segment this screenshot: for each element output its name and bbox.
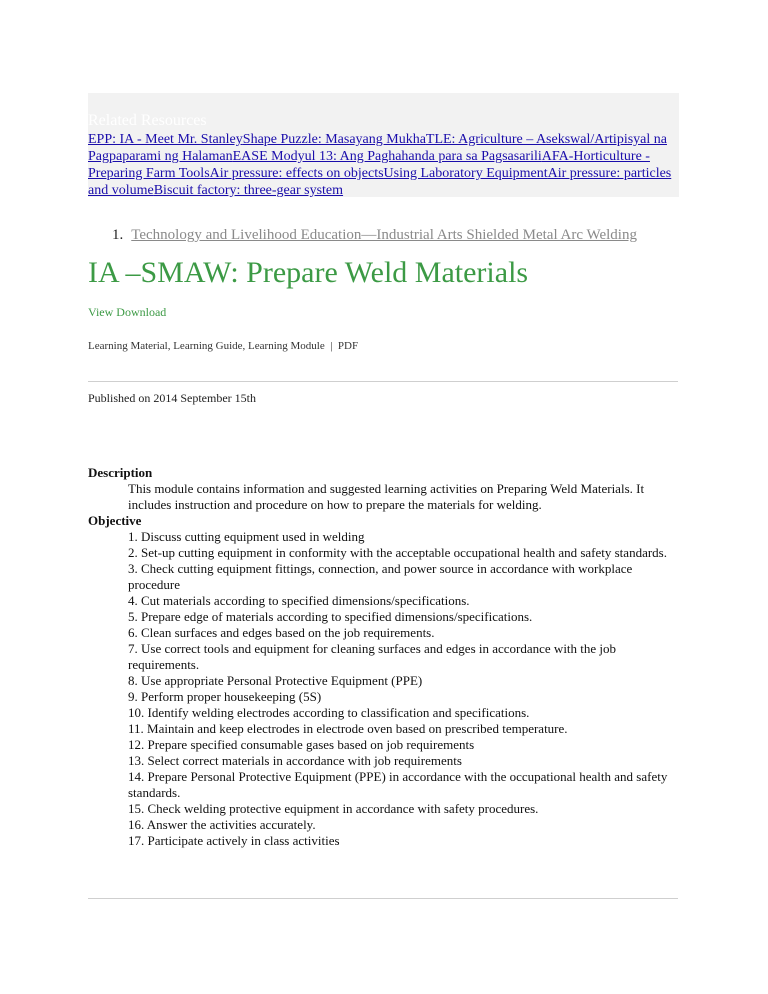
breadcrumb-link[interactable]: Technology and Livelihood Education—Industrial Arts Shielded Metal Arc Welding: [131, 227, 637, 243]
objective-item: 12. Prepare specified consumable gases based on job requirements: [128, 737, 475, 752]
related-link-tle-agriculture[interactable]: TLE: Agriculture – Asekswal/Artipisyal na Pagpaparami ng Halaman: [88, 132, 667, 164]
objective-list: [128, 529, 680, 849]
objective-item: 8. Use appropriate Personal Protective Equipment (PPE): [128, 673, 423, 688]
objective-item: 7. Use correct tools and equipment for cleaning surfaces and edges in accordance with the job requirements.: [128, 641, 617, 672]
objective-item: 17. Participate actively in class activities: [128, 833, 340, 848]
objective-item: 9. Perform proper housekeeping (5S): [128, 689, 322, 704]
related-link-ease-modyul-13[interactable]: EASE Modyul 13: Ang Paghahanda para sa Pagsasarili: [232, 149, 542, 164]
divider-top: [88, 381, 678, 382]
published-date: Published on 2014 September 15th: [88, 391, 256, 405]
objective-heading: Objective: [88, 513, 142, 528]
related-resources-title: Related Resources: [88, 112, 207, 129]
objective-item: 6. Clean surfaces and edges based on the job requirements.: [128, 625, 435, 640]
related-link-air-pressure-particles[interactable]: Air pressure: particles and volume: [88, 166, 672, 198]
page-title: IA –SMAW: Prepare Weld Materials: [88, 256, 529, 289]
related-link-biscuit-factory[interactable]: Biscuit factory: three-gear system: [153, 183, 344, 198]
objective-item: 16. Answer the activities accurately.: [128, 817, 316, 832]
related-link-shape-puzzle[interactable]: Shape Puzzle: Masayang Mukha: [242, 132, 426, 147]
objective-item: 1. Discuss cutting equipment used in welding: [128, 529, 365, 544]
objective-item: 5. Prepare edge of materials according to specified dimensions/specifications.: [128, 609, 533, 624]
related-resources-panel: [88, 93, 679, 197]
objective-item: 2. Set-up cutting equipment in conformity with the acceptable occupational health and safety standards.: [128, 545, 667, 560]
objective-item: 4. Cut materials according to specified dimensions/specifications.: [128, 593, 470, 608]
related-link-afa-horticulture[interactable]: AFA-Horticulture - Preparing Farm Tools: [88, 149, 650, 181]
objective-item: 14. Prepare Personal Protective Equipment (PPE) in accordance with the occupational health and safety standards.: [128, 769, 668, 800]
view-download-link[interactable]: View Download: [88, 305, 167, 319]
objective-item: 10. Identify welding electrodes according to classification and specifications.: [128, 705, 530, 720]
related-link-meet-mr-stanley[interactable]: EPP: IA - Meet Mr. Stanley: [88, 132, 243, 147]
objective-item: 15. Check welding protective equipment in accordance with safety procedures.: [128, 801, 539, 816]
objective-item: 11. Maintain and keep electrodes in electrode oven based on prescribed temperature.: [128, 721, 568, 736]
objective-item: 13. Select correct materials in accordance with job requirements: [128, 753, 462, 768]
divider-bottom: [88, 898, 678, 899]
breadcrumb: [112, 226, 637, 244]
breadcrumb-number: 1.: [112, 227, 124, 243]
related-resources-links: [88, 131, 679, 199]
related-link-air-pressure-effects[interactable]: Air pressure: effects on objects: [209, 166, 384, 181]
description-text: This module contains information and suggested learning activities on Preparing Weld Materials. It includes instruction and procedure on how to prepare the materials for welding.: [128, 481, 645, 512]
description-heading: Description: [88, 465, 153, 480]
resource-meta: Learning Material, Learning Guide, Learning Module | PDF: [88, 340, 359, 352]
resource-content: [88, 465, 680, 849]
objective-item: 3. Check cutting equipment fittings, connection, and power source in accordance with workplace procedure: [128, 561, 633, 592]
related-link-laboratory-equipment[interactable]: Using Laboratory Equipment: [383, 166, 548, 181]
